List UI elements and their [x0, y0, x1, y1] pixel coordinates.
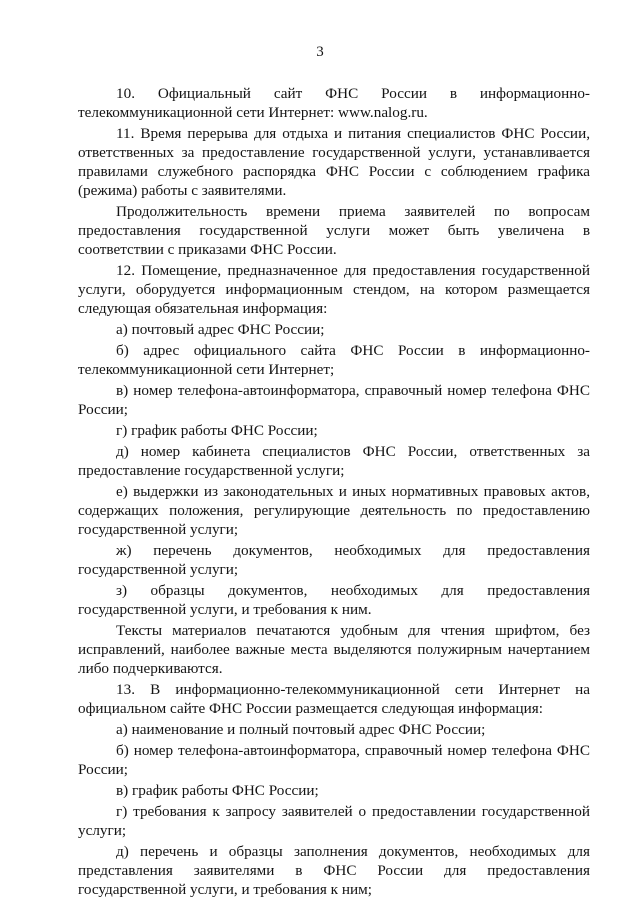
paragraph-item-11: 11. Время перерыва для отдыха и питания специалистов ФНС России, ответственных за предоставление государственной услуги, устанавливается правилами служебного распорядка ФНС России с соблюдением графика (режима) работы с заявителями. [78, 125, 590, 199]
paragraph-item-13: 13. В информационно-телекоммуникационной сети Интернет на официальном сайте ФНС России размещается следующая информация: [78, 681, 590, 717]
list-item-12a: а) почтовый адрес ФНС России; [116, 321, 325, 338]
list-item-13c: в) график работы ФНС России; [116, 782, 319, 799]
list-item-12g: ж) перечень документов, необходимых для предоставления государственной услуги; [78, 542, 590, 578]
list-item-12d: г) график работы ФНС России; [116, 422, 318, 439]
paragraph-duration: Продолжительность времени приема заявителей по вопросам предоставления государственной услуги может быть увеличена в соответствии с приказами ФНС России. [78, 203, 590, 258]
list-item-12b: б) адрес официального сайта ФНС России в информационно-телекоммуникационной сети Интернет; [78, 342, 590, 378]
page-number: 3 [316, 44, 324, 60]
list-item-12c: в) номер телефона-автоинформатора, справочный номер телефона ФНС России; [78, 382, 590, 418]
document-body [78, 84, 590, 901]
list-item-13d: г) требования к запросу заявителей о предоставлении государственной услуги; [78, 803, 590, 839]
list-item-13e: д) перечень и образцы заполнения документов, необходимых для представления заявителями в ФНС России для предоставления государственной услуги, и требования к ним; [78, 843, 590, 898]
list-item-13a: а) наименование и полный почтовый адрес ФНС России; [116, 721, 486, 738]
list-item-12h: з) образцы документов, необходимых для предоставления государственной услуги, и требования к ним. [78, 582, 590, 618]
list-item-13b: б) номер телефона-автоинформатора, справочный номер телефона ФНС России; [78, 742, 590, 778]
paragraph-materials: Тексты материалов печатаются удобным для чтения шрифтом, без исправлений, наиболее важные места выделяются полужирным начертанием либо подчеркиваются. [78, 622, 590, 677]
list-item-12e: д) номер кабинета специалистов ФНС России, ответственных за предоставление государственной услуги; [78, 443, 590, 479]
list-item-12f: е) выдержки из законодательных и иных нормативных правовых актов, содержащих положения, регулирующие деятельность по предоставлению государственной услуги; [78, 483, 590, 538]
paragraph-item-10: 10. Официальный сайт ФНС России в информационно-телекоммуникационной сети Интернет: www.nalog.ru. [78, 85, 590, 121]
paragraph-item-12: 12. Помещение, предназначенное для предоставления государственной услуги, оборудуется информационным стендом, на котором размещается следующая обязательная информация: [78, 262, 590, 317]
